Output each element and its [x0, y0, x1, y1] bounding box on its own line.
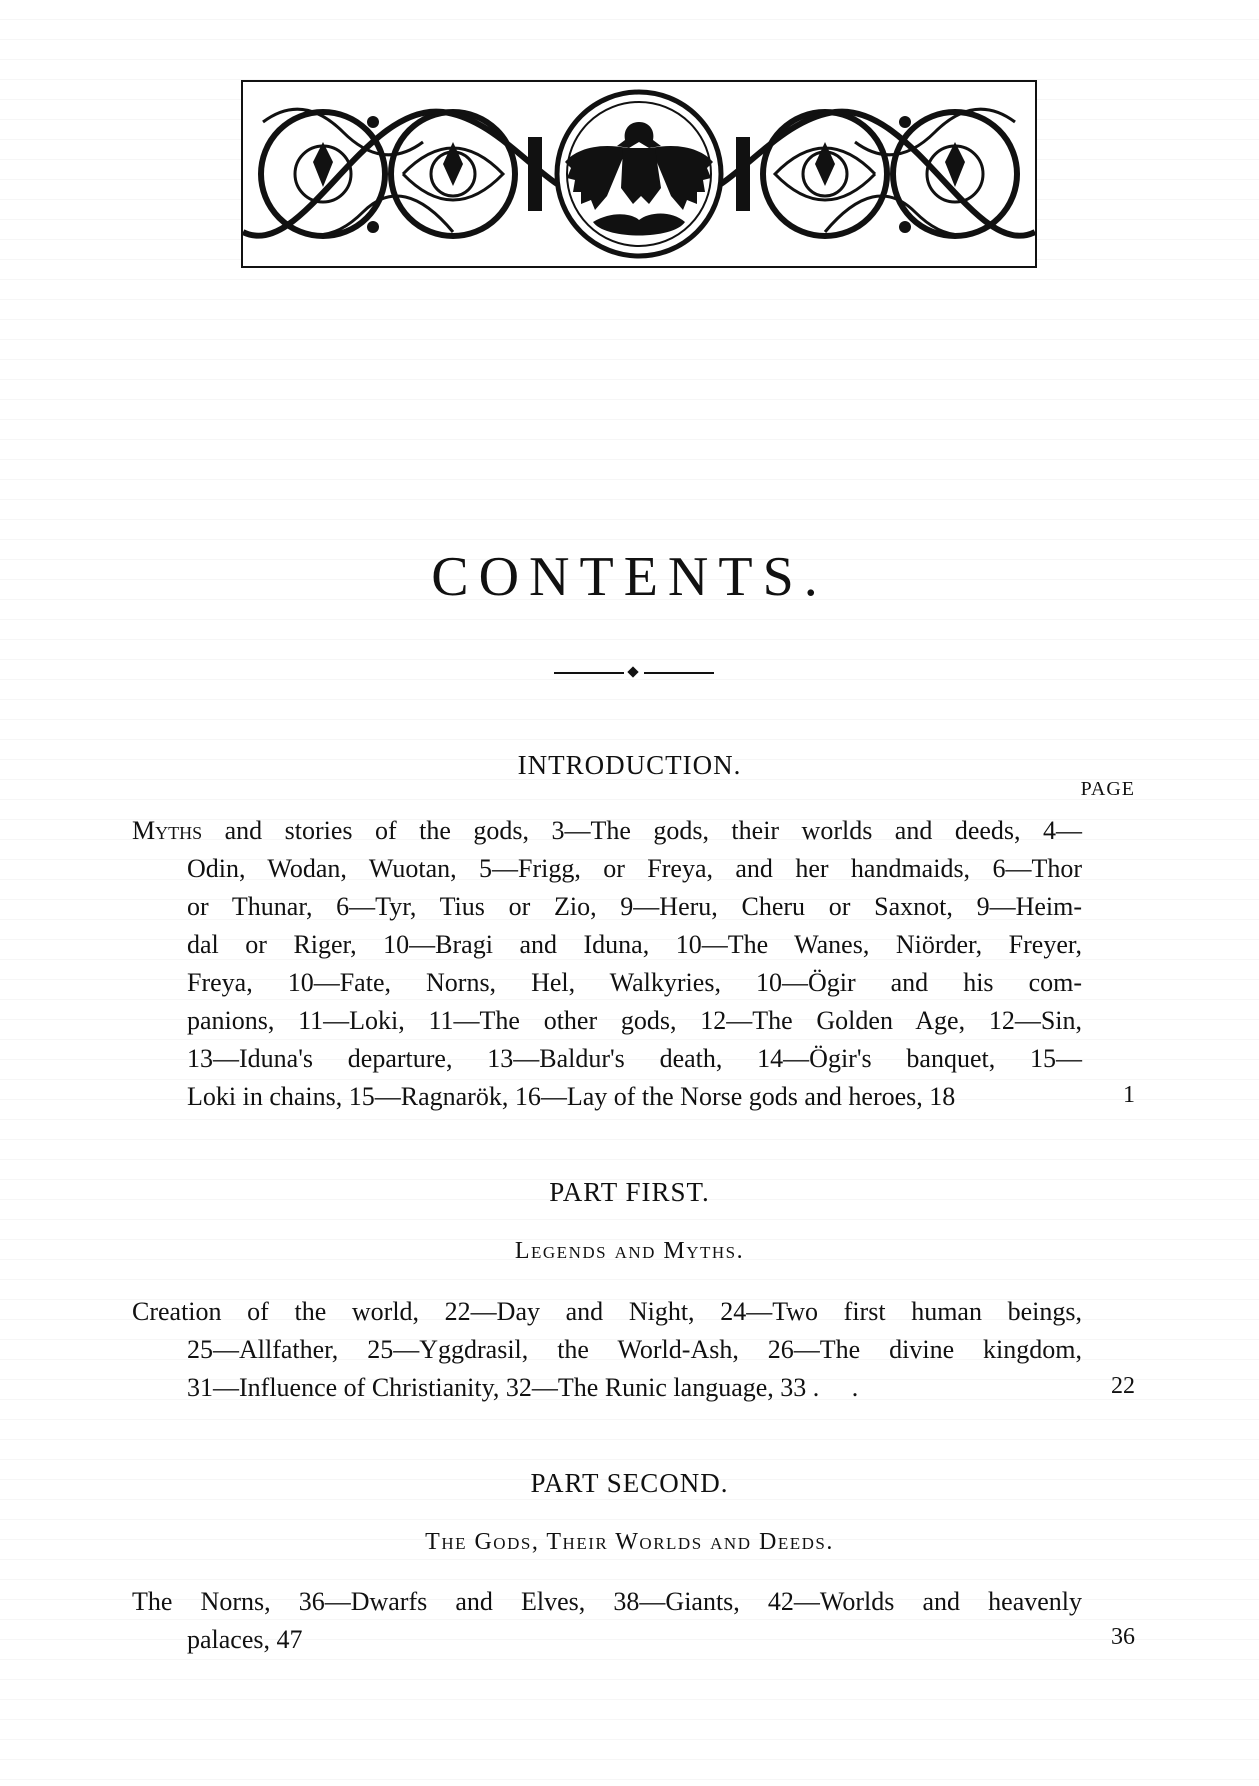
- part-second-subheading: The Gods, Their Worlds and Deeds.: [425, 1529, 834, 1555]
- toc-line: Odin, Wodan, Wuotan, 5—Frigg, or Freya, and her handmaids, 6—Thor: [187, 854, 1082, 883]
- part-second-heading: PART SECOND.: [530, 1468, 729, 1498]
- toc-line: The Norns, 36—Dwarfs and Elves, 38—Giants, 42—Worlds and heavenly: [132, 1587, 1082, 1616]
- page-title: CONTENTS.: [431, 546, 828, 608]
- toc-line: [132, 812, 1082, 850]
- toc-line: Freya, 10—Fate, Norns, Hel, Walkyries, 10—Ögir and his com-: [187, 968, 1082, 997]
- toc-line: Loki in chains, 15—Ragnarök, 16—Lay of the Norse gods and heroes, 18: [187, 1082, 956, 1111]
- part-first-heading: PART FIRST.: [549, 1177, 710, 1207]
- introduction-heading: INTRODUCTION.: [517, 750, 742, 780]
- diamond-divider-icon: [554, 668, 714, 678]
- toc-line: 13—Iduna's departure, 13—Baldur's death, 14—Ögir's banquet, 15—: [187, 1044, 1082, 1073]
- part-second-page-number: 36: [1111, 1624, 1135, 1650]
- toc-line: Creation of the world, 22—Day and Night, 24—Two first human beings,: [132, 1297, 1082, 1326]
- page-column-label: PAGE: [1080, 778, 1135, 800]
- toc-line: 31—Influence of Christianity, 32—The Runic language, 33 . .: [187, 1373, 859, 1402]
- toc-line: panions, 11—Loki, 11—The other gods, 12—The Golden Age, 12—Sin,: [187, 1006, 1082, 1035]
- toc-line: palaces, 47: [187, 1625, 303, 1654]
- introduction-page-number: 1: [1123, 1082, 1135, 1108]
- toc-lead: Myths: [132, 816, 203, 845]
- toc-line: or Thunar, 6—Tyr, Tius or Zio, 9—Heru, Cheru or Saxnot, 9—Heim-: [187, 892, 1082, 921]
- toc-line: dal or Riger, 10—Bragi and Iduna, 10—The Wanes, Niörder, Freyer,: [187, 930, 1082, 959]
- introduction-entry: [132, 812, 1082, 1116]
- eagle-ornament-icon: [241, 80, 1037, 268]
- part-first-subheading: Legends and Myths.: [514, 1238, 745, 1264]
- part-first-entry: [132, 1293, 1082, 1407]
- part-first-page-number: 22: [1111, 1373, 1135, 1399]
- toc-line: 25—Allfather, 25—Yggdrasil, the World-Ash, 26—The divine kingdom,: [187, 1335, 1082, 1364]
- toc-text: and stories of the gods, 3—The gods, their worlds and deeds, 4—: [202, 816, 1082, 845]
- part-second-entry: [132, 1583, 1082, 1659]
